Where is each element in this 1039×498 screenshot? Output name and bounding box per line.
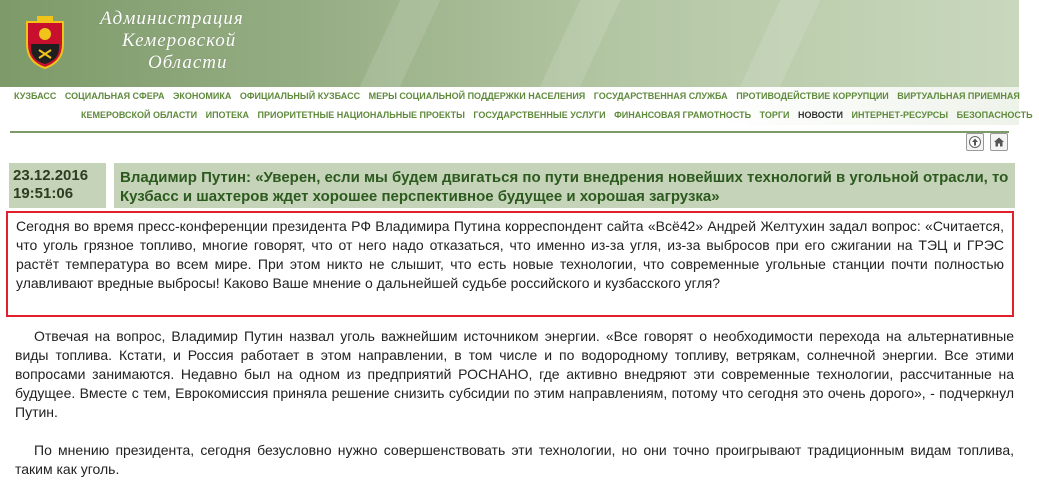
nav-link[interactable]: ЭКОНОМИКА (172, 91, 232, 101)
nav-link[interactable]: ТОРГИ (759, 110, 790, 120)
article-paragraph: По мнению президента, сегодня безусловно нужно совершенствовать эти технологии, но они точно проигрывают традиционным видам топлива, таким как уголь. (15, 442, 1014, 477)
nav-link[interactable]: ПРИОРИТЕТНЫЕ НАЦИОНАЛЬНЫЕ ПРОЕКТЫ (257, 110, 465, 120)
nav-divider (10, 131, 1009, 133)
article-date: 23.12.2016 (13, 167, 89, 184)
nav-link[interactable]: ГОСУДАРСТВЕННАЯ СЛУЖБА (593, 91, 728, 101)
header-decoration (360, 0, 441, 87)
nav-link[interactable]: ОФИЦИАЛЬНЫЙ КУЗБАСС (239, 91, 361, 101)
highlighted-question: Сегодня во время пресс-конференции президента РФ Владимира Путина корреспондент сайта «Всё42» Андрей Желтухин задал вопрос: «Считается, что уголь грязное топливо, многие говорят, что от него надо отказаться, что именно из-за угля, из-за выбросов при его сжигании на ТЭЦ и ГРЭС растёт температура во всем мире. При этом никто не слышит, что есть новые технологии, что современные угольные станции почти полностью улавливают вредные выбросы! Каково Ваше мнение о дальнейшей судьбе российского и кузбасского угля? (6, 211, 1014, 317)
site-title-line: Администрация (100, 8, 244, 29)
coat-of-arms-icon[interactable] (23, 14, 67, 70)
article-body (15, 327, 1014, 498)
nav-link[interactable]: МЕРЫ СОЦИАЛЬНОЙ ПОДДЕРЖКИ НАСЕЛЕНИЯ (368, 91, 586, 101)
article-paragraph: Отвечая на вопрос, Владимир Путин назвал уголь важнейшим источником энергии. «Все говорят о необходимости перехода на альтернативные виды топлива. Кстати, и Россия работает в этом направлении, в том числе и по водородному топливу, ветрякам, солнечной энергии. Все этими вопросами занимаются. Недавно был на одном из предприятий РОСНАНО, где активно внедряют эти современные технологии, рассчитанные на будущее. Вместе с тем, Еврокомиссия приняла решение снизить субсидии по этим направлениям, потому что сегодня это очень дорого», - подчеркнул Путин. (15, 328, 1014, 420)
site-header (0, 0, 1019, 87)
nav-link[interactable]: ГОСУДАРСТВЕННЫЕ УСЛУГИ (473, 110, 606, 120)
nav-link[interactable]: ИНТЕРНЕТ-РЕСУРСЫ (851, 110, 949, 120)
article-datetime (9, 163, 106, 208)
article-header (9, 163, 1015, 208)
nav-link[interactable]: ВИРТУАЛЬНАЯ ПРИЕМНАЯ (897, 91, 1020, 101)
page-toolbar (966, 133, 1008, 151)
site-title-line: Области (148, 52, 228, 73)
nav-link-news-active[interactable]: НОВОСТИ (797, 110, 844, 120)
article-headline: Владимир Путин: «Уверен, если мы будем двигаться по пути внедрения новейших технологий в угольной отрасли, то Кузбасс и шахтеров ждет хорошее перспективное будущее и хорошая загрузка» (114, 163, 1015, 208)
article-time: 19:51:06 (13, 185, 74, 202)
nav-link[interactable]: ФИНАНСОВАЯ ГРАМОТНОСТЬ (614, 110, 752, 120)
nav-link[interactable]: СОЦИАЛЬНАЯ СФЕРА (64, 91, 165, 101)
nav-link[interactable]: ПРОТИВОДЕЙСТВИЕ КОРРУПЦИИ (736, 91, 889, 101)
nav-link[interactable]: КЕМЕРОВСКОЙ ОБЛАСТИ (81, 110, 198, 120)
main-navigation (0, 87, 1033, 133)
home-icon[interactable] (990, 133, 1008, 151)
nav-link[interactable]: ИПОТЕКА (205, 110, 250, 120)
nav-row-1 (0, 87, 1019, 106)
nav-link[interactable]: КУЗБАСС (14, 91, 57, 101)
nav-row-2 (0, 106, 1033, 125)
nav-link[interactable]: БЕЗОПАСНОСТЬ (956, 110, 1033, 120)
header-decoration (540, 0, 621, 87)
site-title-line: Кемеровской (122, 30, 237, 51)
up-arrow-icon[interactable] (966, 133, 984, 151)
site-title[interactable] (92, 8, 244, 74)
header-decoration (740, 0, 821, 87)
